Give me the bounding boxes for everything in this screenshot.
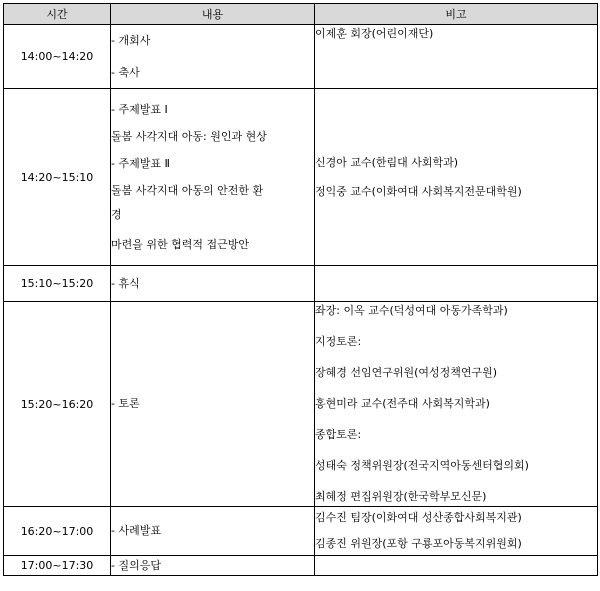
- header-time: 시간: [4, 4, 111, 25]
- time-cell: 15:20~16:20: [4, 302, 111, 507]
- note-line: 신경아 교수(한림대 사회학과): [315, 155, 459, 169]
- note-line: 지정토론:: [315, 335, 362, 348]
- note-cell: [315, 302, 598, 507]
- schedule-table: [3, 3, 598, 576]
- content-line: - 사례발표: [111, 524, 161, 537]
- content-line: - 축사: [111, 65, 140, 79]
- table-row: [4, 302, 598, 507]
- table-row: [4, 266, 598, 302]
- time-cell: 14:00~14:20: [4, 25, 111, 89]
- content-line: - 질의응답: [111, 558, 161, 572]
- note-line: 좌장: 이옥 교수(덕성여대 아동가족학과): [315, 304, 508, 317]
- content-line: 경: [111, 207, 122, 221]
- content-line: - 토론: [111, 397, 140, 410]
- table-row: [4, 89, 598, 266]
- content-cell: [111, 89, 315, 266]
- table-row: [4, 507, 598, 556]
- content-cell: [111, 302, 315, 507]
- note-cell: [315, 266, 598, 302]
- note-cell: [315, 89, 598, 266]
- time-cell: 14:20~15:10: [4, 89, 111, 266]
- header-row: [4, 4, 598, 25]
- time-cell: 17:00~17:30: [4, 556, 111, 576]
- time-cell: 16:20~17:00: [4, 507, 111, 556]
- note-cell: [315, 25, 598, 89]
- table-row: [4, 25, 598, 89]
- note-line: 성태숙 정책위원장(전국지역아동센터협의회): [315, 459, 529, 472]
- content-line: - 휴식: [111, 276, 140, 290]
- content-cell: [111, 556, 315, 576]
- note-line: 김종진 위원장(포항 구룡포아동복지위원회): [315, 537, 522, 550]
- content-line: - 주제발표 Ⅰ: [111, 102, 168, 116]
- content-line: - 주제발표 Ⅱ: [111, 156, 170, 170]
- content-cell: [111, 266, 315, 302]
- note-line: 김수진 팀장(이화여대 성산종합사회복지관): [315, 511, 522, 524]
- header-content: 내용: [111, 4, 315, 25]
- content-line: 돌봄 사각지대 아동의 안전한 환: [111, 183, 264, 197]
- note-line: 종합토론:: [315, 428, 362, 441]
- note-cell: [315, 507, 598, 556]
- table-row: [4, 556, 598, 576]
- note-line: 정익중 교수(이화여대 사회복지전문대학원): [315, 184, 522, 198]
- note-line: 홍현미라 교수(전주대 사회복지학과): [315, 397, 490, 410]
- time-cell: 15:10~15:20: [4, 266, 111, 302]
- content-line: - 개회사: [111, 33, 151, 47]
- content-line: 마련을 위한 협력적 접근방안: [111, 237, 250, 251]
- note-line: 장혜경 선임연구위원(여성정책연구원): [315, 366, 498, 379]
- content-line: 돌봄 사각지대 아동: 원인과 현상: [111, 129, 267, 143]
- note-line: 이제훈 회장(어린이재단): [315, 27, 434, 40]
- note-cell: [315, 556, 598, 576]
- header-note: 비고: [315, 4, 598, 25]
- content-cell: [111, 507, 315, 556]
- content-cell: [111, 25, 315, 89]
- note-line: 최혜정 편집위원장(한국학부모신문): [315, 490, 487, 503]
